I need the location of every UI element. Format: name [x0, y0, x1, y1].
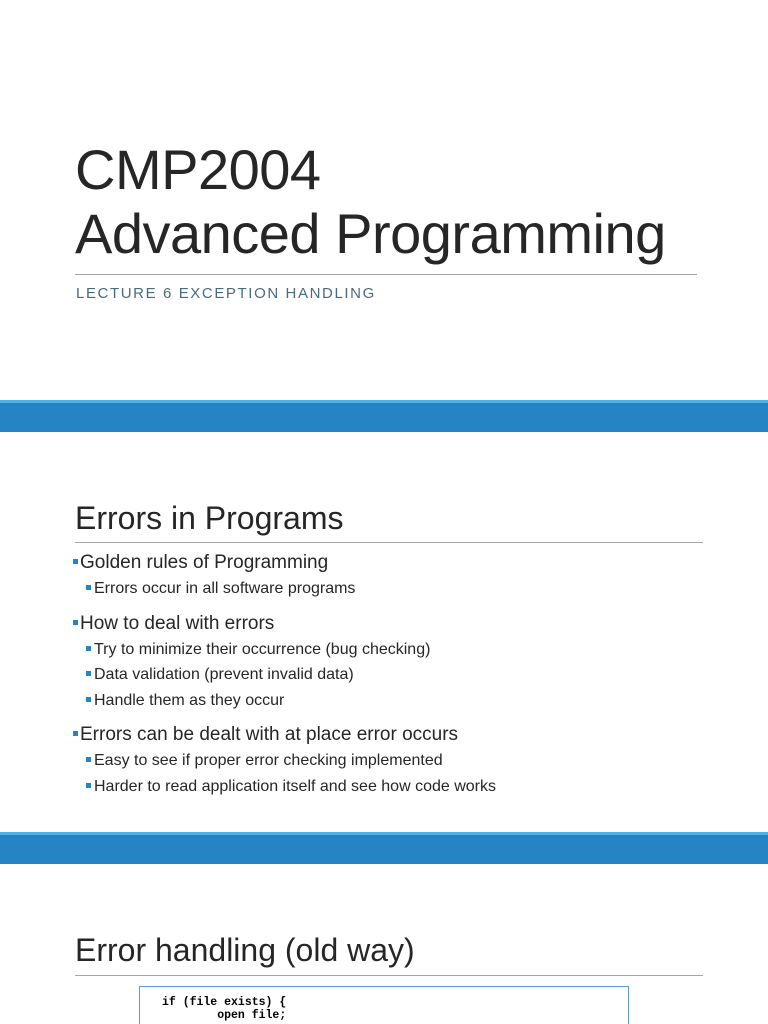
- slide-separator-bar: [0, 400, 768, 432]
- heading-divider-line: [75, 542, 703, 543]
- course-title: Advanced Programming: [75, 202, 666, 265]
- code-line: if (file exists) {: [162, 996, 287, 1009]
- bullet-sub: Handle them as they occur: [84, 688, 712, 714]
- error-handling-slide-heading: Error handling (old way): [75, 932, 415, 968]
- title-divider-line: [75, 274, 697, 275]
- bullet-group: [72, 550, 712, 602]
- bullet-sub: Data validation (prevent invalid data): [84, 662, 712, 688]
- title-slide-heading: [75, 138, 666, 266]
- bullet-group: [72, 611, 712, 714]
- errors-slide-heading: Errors in Programs: [75, 500, 344, 536]
- bullet-main: How to deal with errors: [72, 611, 712, 637]
- code-line: open file;: [162, 1009, 287, 1022]
- course-code: CMP2004: [75, 138, 321, 201]
- bullet-sub: Harder to read application itself and see how code works: [84, 774, 712, 800]
- bullet-main: Errors can be dealt with at place error occurs: [72, 722, 712, 748]
- bullet-main: Golden rules of Programming: [72, 550, 712, 576]
- bullet-sub: Easy to see if proper error checking implemented: [84, 748, 712, 774]
- bullet-sub: Errors occur in all software programs: [84, 576, 712, 602]
- errors-bullet-list: [72, 550, 712, 808]
- bullet-sub: Try to minimize their occurrence (bug checking): [84, 637, 712, 663]
- bullet-group: [72, 722, 712, 799]
- heading-divider-line: [75, 975, 703, 976]
- code-snippet-box: [139, 986, 629, 1024]
- slide-separator-bar: [0, 832, 768, 864]
- lecture-subtitle: LECTURE 6 EXCEPTION HANDLING: [76, 285, 376, 302]
